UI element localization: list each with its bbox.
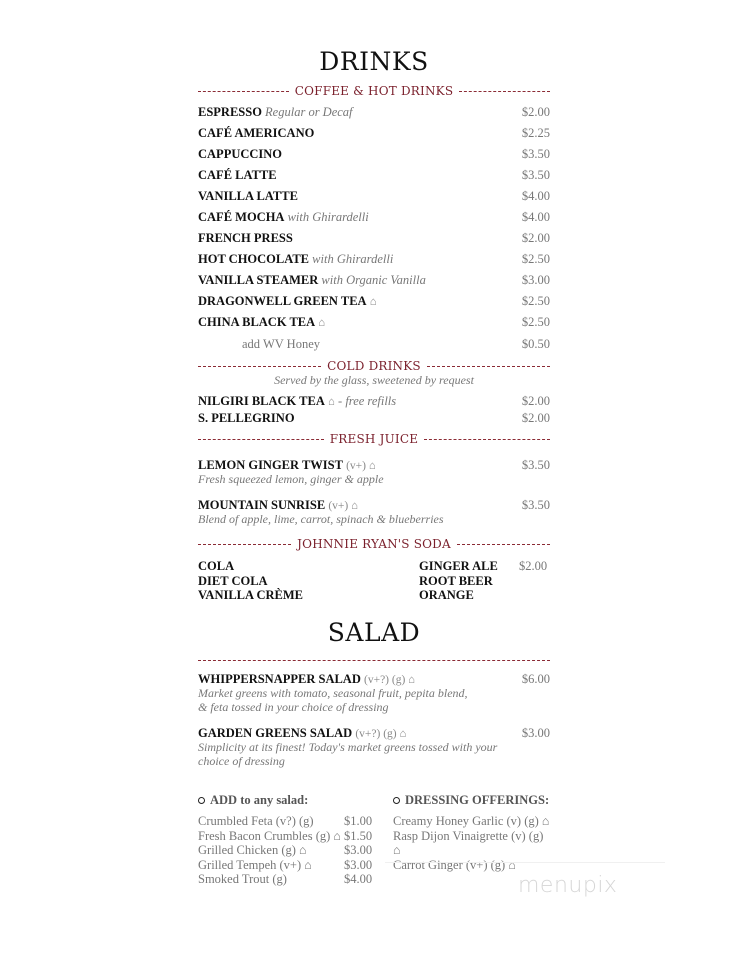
dressings-header [393, 793, 549, 808]
item-price: $3.00 [521, 273, 550, 287]
dressing-item: Creamy Honey Garlic (v) (g) ⌂ [393, 814, 550, 828]
cold-drinks-subtitle: Served by the glass, sweetened by request [274, 373, 474, 387]
menu-item [198, 410, 550, 426]
menu-item [198, 272, 550, 288]
addon-label: Grilled Tempeh (v+) ⌂ [198, 857, 312, 872]
item-price: $2.00 [521, 105, 550, 119]
soda-item: DIET COLA [198, 573, 268, 588]
menu-item [198, 671, 550, 687]
addon-price: $0.50 [521, 337, 550, 351]
item-name: MOUNTAIN SUNRISE [198, 498, 326, 512]
fresh-juice-section-header [198, 431, 550, 447]
house-made-icon: ⌂ [328, 396, 335, 408]
item-name: LEMON GINGER TWIST [198, 458, 343, 472]
divider-left [198, 366, 321, 367]
addon-price: $4.00 [344, 872, 373, 886]
section-label: COFFEE & HOT DRINKS [294, 84, 454, 98]
item-name: FRENCH PRESS [198, 231, 293, 245]
diet-marks: (v+) ⌂ [328, 500, 359, 512]
divider-right [459, 91, 550, 92]
item-name: GARDEN GREENS SALAD [198, 726, 353, 740]
menu-item [198, 104, 550, 120]
item-price: $3.50 [521, 168, 550, 182]
item-name: HOT CHOCOLATE [198, 252, 310, 266]
section-label: JOHNNIE RYAN'S SODA [297, 537, 451, 551]
item-price: $2.50 [521, 294, 550, 308]
soda-section-header [198, 536, 550, 552]
item-description [198, 686, 550, 714]
house-made-icon: ⌂ [318, 317, 326, 329]
soda-item: ORANGE [419, 588, 474, 602]
addon-label: add WV Honey [242, 337, 320, 351]
item-name: VANILLA LATTE [198, 189, 298, 203]
item-price: $2.00 [521, 394, 550, 408]
addon-label: Crumbled Feta (v?) (g) [198, 814, 314, 828]
divider-right [424, 439, 550, 440]
item-price: $2.00 [521, 411, 550, 425]
item-note: Regular or Decaf [265, 105, 353, 119]
addons-header [198, 793, 308, 808]
addon-label: Grilled Chicken (g) ⌂ [198, 843, 307, 857]
menu-item [198, 393, 550, 409]
item-name: CAPPUCCINO [198, 147, 283, 161]
menu-item [198, 725, 550, 741]
menu-item [198, 230, 550, 246]
item-price: $2.50 [521, 252, 550, 266]
faint-divider [385, 862, 665, 863]
addons-prices [344, 814, 372, 887]
item-price: $2.50 [521, 315, 550, 329]
diet-marks: (v+?) (g) ⌂ [364, 674, 416, 686]
addon-label: Fresh Bacon Crumbles (g) ⌂ [198, 828, 341, 843]
menu-item [198, 188, 550, 204]
item-note: with Ghirardelli [312, 252, 394, 266]
item-price: $4.00 [521, 189, 550, 203]
soda-list-right [419, 559, 498, 603]
item-name: DRAGONWELL GREEN TEA [198, 294, 367, 308]
item-name: VANILLA STEAMER [198, 273, 319, 287]
diet-marks: (v+) ⌂ [346, 460, 376, 472]
item-price: $3.50 [521, 458, 550, 472]
item-name: NILGIRI BLACK TEA [198, 394, 325, 408]
divider-right [457, 544, 550, 545]
menu-item [198, 293, 550, 309]
drinks-title: DRINKS [319, 47, 429, 76]
menu-item [198, 457, 550, 473]
section-label: COLD DRINKS [327, 359, 421, 373]
divider-left [198, 544, 291, 545]
description-line: choice of dressing [198, 754, 285, 768]
item-name: CAFÉ AMERICANO [198, 126, 315, 140]
soda-item: COLA [198, 559, 235, 573]
soda-item: ROOT BEER [419, 573, 493, 588]
item-price: $3.50 [521, 498, 550, 512]
item-price: $3.00 [521, 726, 550, 740]
salad-divider [198, 660, 550, 661]
dressing-item: Carrot Ginger (v+) (g) ⌂ [393, 857, 516, 872]
menu-item [198, 497, 550, 513]
description-line: & feta tossed in your choice of dressing [198, 700, 389, 714]
soda-list-left [198, 559, 303, 603]
addon-price: $1.50 [344, 828, 373, 843]
item-name: CAFÉ MOCHA [198, 210, 285, 224]
divider-left [198, 439, 324, 440]
item-price: $6.00 [521, 672, 550, 686]
item-price: $2.25 [521, 126, 550, 140]
divider-right [427, 366, 550, 367]
coffee-section-header [198, 83, 550, 99]
addon-price: $3.00 [344, 857, 373, 872]
item-price: $2.00 [521, 231, 550, 245]
soda-item: VANILLA CRÈME [198, 588, 303, 602]
description-line: Simplicity at its finest! Today's market greens tossed with your [198, 740, 498, 754]
addon-item [198, 336, 550, 352]
item-description: Fresh squeezed lemon, ginger & apple [198, 472, 384, 486]
addons-list [198, 814, 341, 887]
dressings-list [393, 814, 550, 872]
item-name: CHINA BLACK TEA [198, 315, 316, 329]
item-description [198, 740, 550, 768]
item-note: with Ghirardelli [287, 210, 369, 224]
house-made-icon: ⌂ [369, 296, 377, 308]
addons-header-label: ADD to any salad: [210, 793, 309, 807]
soda-price: $2.00 [519, 559, 548, 573]
item-note: - free refills [338, 394, 397, 408]
salad-title: SALAD [327, 618, 421, 647]
addon-price: $1.00 [344, 814, 373, 828]
item-price: $3.50 [521, 147, 550, 161]
soda-item: GINGER ALE [419, 559, 498, 573]
item-note: with Organic Vanilla [321, 273, 426, 287]
item-price: $4.00 [521, 210, 550, 224]
menu-item [198, 314, 550, 330]
bullet-icon [198, 797, 205, 804]
description-line: Market greens with tomato, seasonal fruit, pepita blend, [198, 686, 468, 700]
diet-marks: (v+?) (g) ⌂ [355, 728, 407, 740]
item-description: Blend of apple, lime, carrot, spinach & blueberries [198, 512, 444, 526]
menu-item [198, 167, 550, 183]
item-name: ESPRESSO [198, 105, 262, 119]
addon-label: Smoked Trout (g) [198, 872, 287, 886]
dressings-header-label: DRESSING OFFERINGS: [405, 793, 550, 807]
addon-price: $3.00 [344, 843, 373, 857]
menu-item [198, 251, 550, 267]
watermark-logo: menupix [518, 873, 618, 898]
bullet-icon [393, 797, 400, 804]
section-label: FRESH JUICE [329, 432, 419, 446]
item-name: WHIPPERSNAPPER SALAD [198, 672, 361, 686]
item-name: S. PELLEGRINO [198, 411, 295, 425]
dressing-item: Rasp Dijon Vinaigrette (v) (g) ⌂ [393, 828, 544, 857]
menu-item [198, 209, 550, 225]
cold-drinks-section-header [198, 358, 550, 374]
item-name: CAFÉ LATTE [198, 168, 277, 182]
menu-item [198, 146, 550, 162]
divider-left [198, 91, 289, 92]
menu-item [198, 125, 550, 141]
